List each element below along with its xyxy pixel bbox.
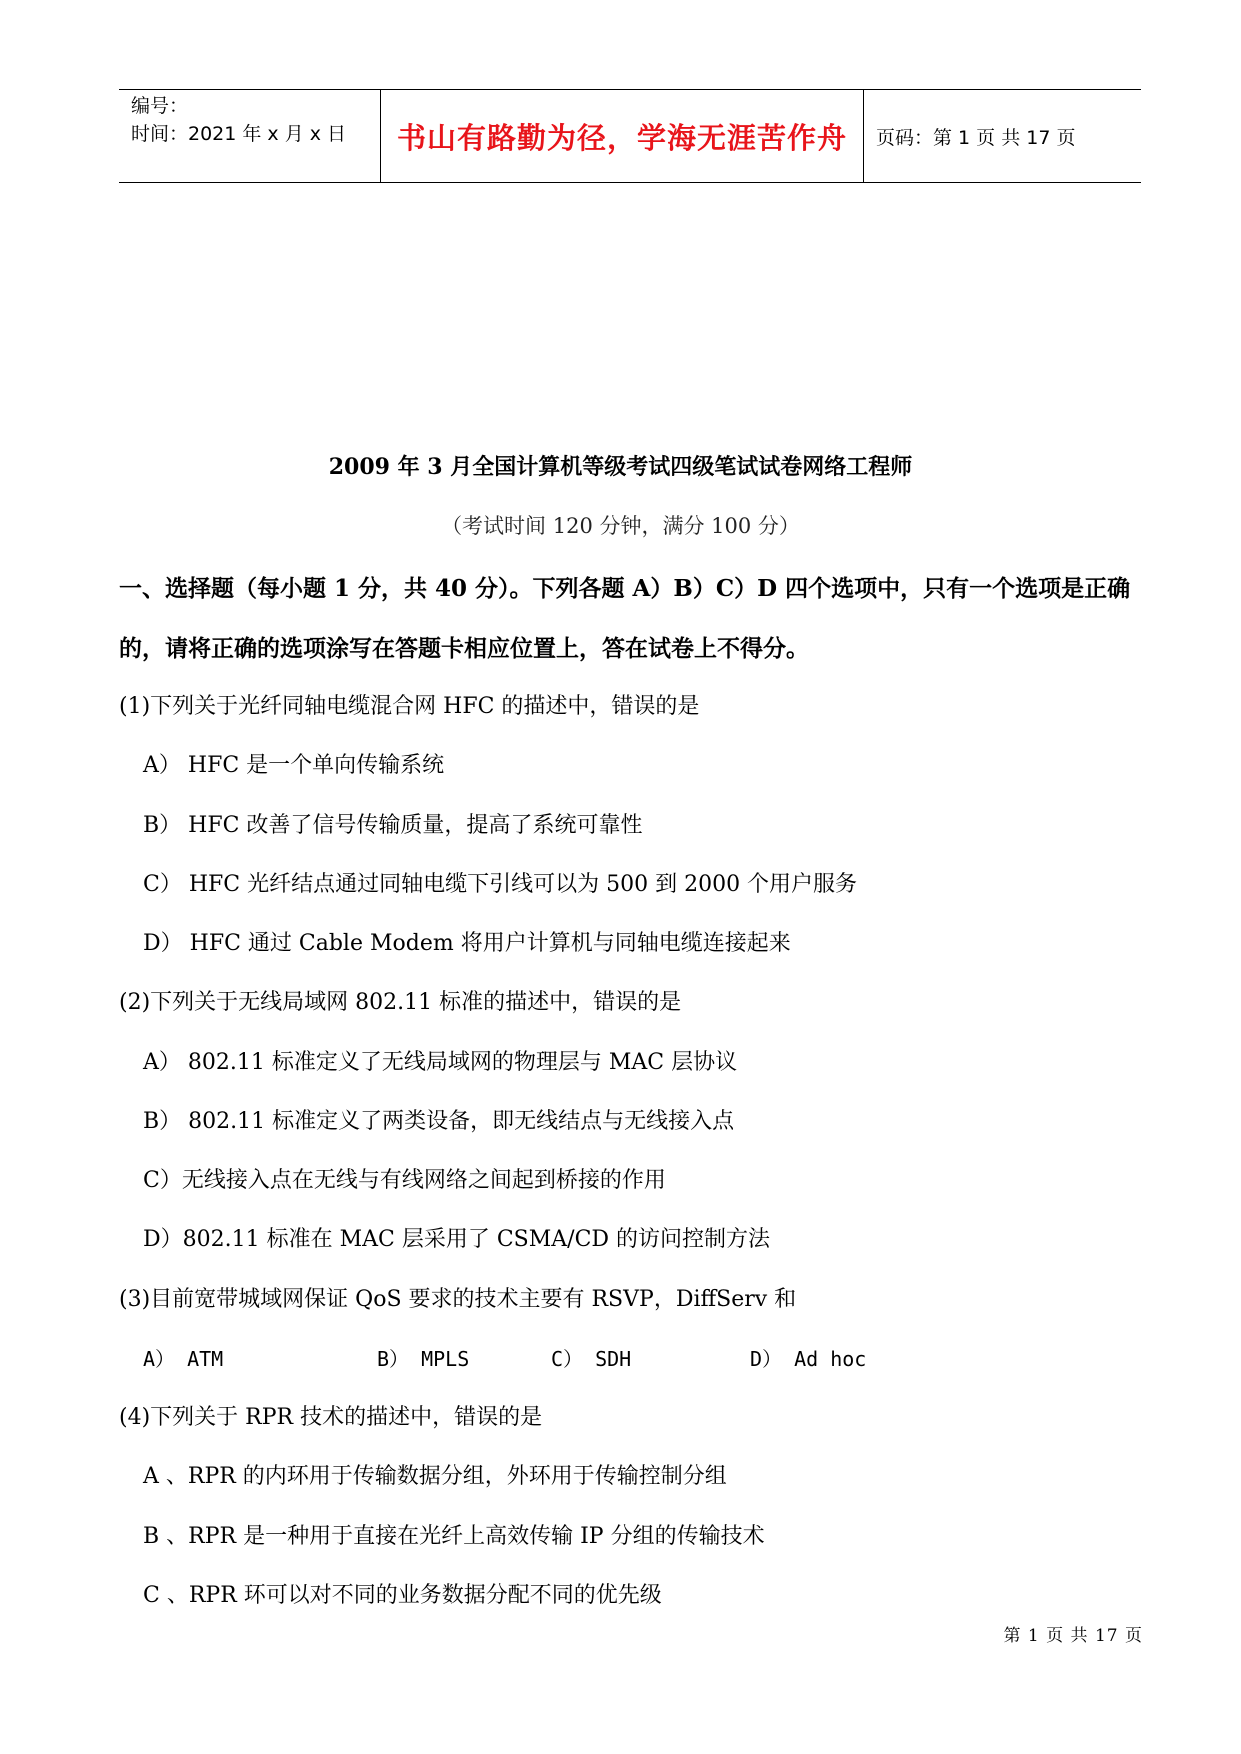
question-1-option-c: C） HFC 光纤结点通过同轴电缆下引线可以为 500 到 2000 个用户服务 — [143, 872, 858, 897]
question-1-stem: (1)下列关于光纤同轴电缆混合网 HFC 的描述中，错误的是 — [119, 694, 700, 719]
question-4-option-c: C 、RPR 环可以对不同的业务数据分配不同的优先级 — [143, 1583, 662, 1608]
question-2-stem: (2)下列关于无线局域网 802.11 标准的描述中，错误的是 — [119, 990, 682, 1015]
question-2-option-c: C）无线接入点在无线与有线网络之间起到桥接的作用 — [143, 1168, 666, 1193]
question-3-option-d: D） Ad hoc — [750, 1347, 867, 1371]
question-3-option-a: A） ATM — [143, 1347, 224, 1371]
question-2-option-b: B） 802.11 标准定义了两类设备，即无线结点与无线接入点 — [143, 1109, 735, 1134]
question-2-option-a: A） 802.11 标准定义了无线局域网的物理层与 MAC 层协议 — [143, 1050, 738, 1075]
header-page-label: 页码：第 1 页 共 17 页 — [876, 126, 1076, 149]
question-1-option-d: D） HFC 通过 Cable Modem 将用户计算机与同轴电缆连接起来 — [143, 931, 791, 956]
exam-title: 2009 年 3 月全国计算机等级考试四级笔试试卷网络工程师 — [328, 454, 913, 480]
exam-subtitle: （考试时间 120 分钟，满分 100 分） — [441, 514, 800, 538]
question-4-option-a: A 、RPR 的内环用于传输数据分组，外环用于传输控制分组 — [143, 1464, 727, 1489]
question-3-stem: (3)目前宽带城域网保证 QoS 要求的技术主要有 RSVP，DiffServ 和 — [119, 1287, 797, 1312]
question-2-option-d: D）802.11 标准在 MAC 层采用了 CSMA/CD 的访问控制方法 — [143, 1227, 771, 1252]
section-instruction-line1: 一、选择题（每小题 1 分，共 40 分）。下列各题 A）B）C）D 四个选项中，只有一个选项是正确 — [119, 575, 1131, 602]
question-4-stem: (4)下列关于 RPR 技术的描述中，错误的是 — [119, 1405, 543, 1430]
header-meta — [119, 90, 380, 182]
question-1-option-b: B） HFC 改善了信号传输质量，提高了系统可靠性 — [143, 813, 643, 838]
question-3-option-b: B） MPLS — [377, 1347, 470, 1371]
document-header — [119, 89, 1141, 183]
question-1-option-a: A） HFC 是一个单向传输系统 — [143, 753, 445, 778]
section-instruction-line2: 的，请将正确的选项涂写在答题卡相应位置上，答在试卷上不得分。 — [119, 635, 809, 662]
question-4-option-b: B 、RPR 是一种用于直接在光纤上高效传输 IP 分组的传输技术 — [143, 1524, 765, 1549]
question-3-option-c: C） SDH — [551, 1347, 632, 1371]
page-footer: 第 1 页 共 17 页 — [1003, 1626, 1143, 1646]
number-label: 编号： — [131, 95, 189, 117]
header-motto: 书山有路勤为径，学海无涯苦作舟 — [380, 90, 864, 182]
time-label: 时间：2021 年 x 月 x 日 — [131, 123, 347, 145]
